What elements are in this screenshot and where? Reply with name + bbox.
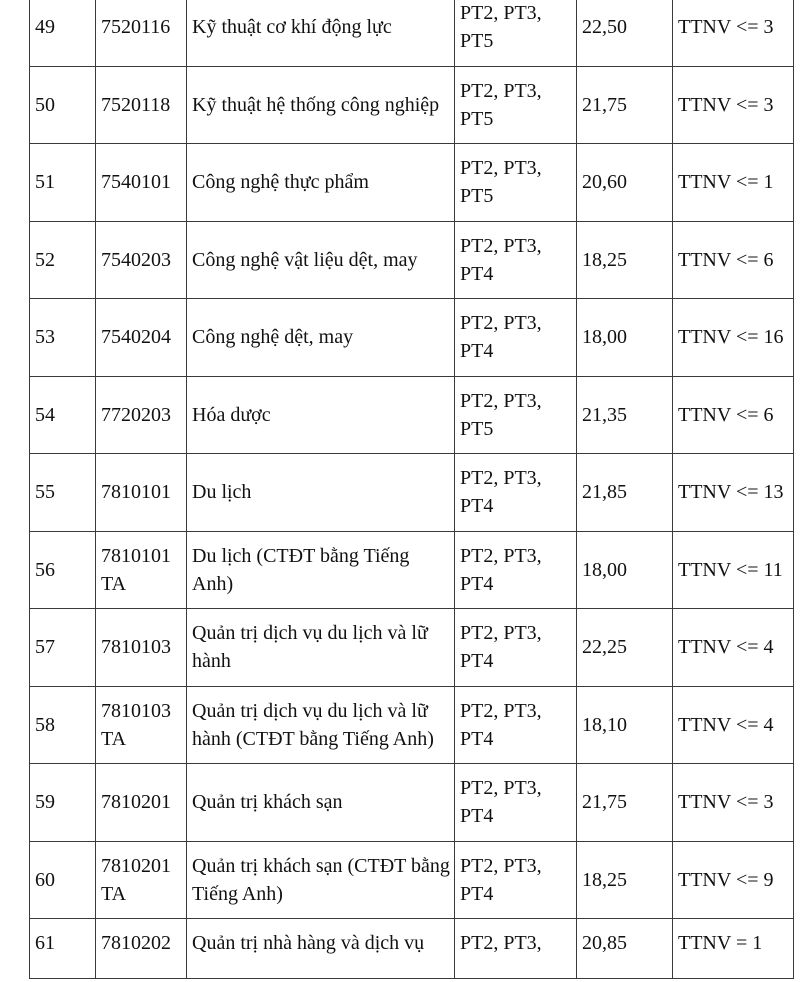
row-number: 55: [30, 454, 96, 532]
row-number: 56: [30, 531, 96, 609]
major-code: 7810103 TA: [96, 686, 187, 764]
admission-methods: PT2, PT3, PT5: [455, 0, 577, 66]
priority-condition: TTNV <= 13: [673, 454, 794, 532]
cutoff-score: 22,50: [577, 0, 673, 66]
table-row: [30, 66, 794, 144]
cutoff-score: 18,25: [577, 221, 673, 299]
row-number: 52: [30, 221, 96, 299]
row-number: 51: [30, 144, 96, 222]
row-number: 49: [30, 0, 96, 66]
cutoff-score: 21,75: [577, 66, 673, 144]
row-number: 53: [30, 299, 96, 377]
major-code: 7520116: [96, 0, 187, 66]
table-row: [30, 531, 794, 609]
cutoff-score: 21,75: [577, 764, 673, 842]
table-row: [30, 0, 794, 66]
major-name: Hóa dược: [187, 376, 455, 454]
table-row: [30, 686, 794, 764]
priority-condition: TTNV <= 3: [673, 66, 794, 144]
admission-methods: PT2, PT3, PT4: [455, 841, 577, 919]
table-row: [30, 144, 794, 222]
priority-condition: TTNV <= 11: [673, 531, 794, 609]
admission-methods: PT2, PT3, PT4: [455, 609, 577, 687]
table-row: [30, 841, 794, 919]
major-name: Quản trị dịch vụ du lịch và lữ hành (CTĐT bằng Tiếng Anh): [187, 686, 455, 764]
row-number: 59: [30, 764, 96, 842]
admission-methods: PT2, PT3, PT5: [455, 376, 577, 454]
cutoff-score: 18,10: [577, 686, 673, 764]
admission-methods: PT2, PT3, PT4: [455, 221, 577, 299]
admission-methods: PT2, PT3, PT5: [455, 66, 577, 144]
table-row: [30, 299, 794, 377]
major-name: Công nghệ vật liệu dệt, may: [187, 221, 455, 299]
row-number: 60: [30, 841, 96, 919]
table-row: [30, 609, 794, 687]
priority-condition: TTNV <= 4: [673, 609, 794, 687]
table-row: [30, 454, 794, 532]
major-name: Công nghệ dệt, may: [187, 299, 455, 377]
admission-methods: PT2, PT3, PT4: [455, 299, 577, 377]
admissions-table: [29, 0, 794, 979]
cutoff-score: 20,85: [577, 919, 673, 979]
major-code: 7810202: [96, 919, 187, 979]
admissions-table-body: [30, 0, 794, 979]
row-number: 61: [30, 919, 96, 979]
priority-condition: TTNV <= 3: [673, 0, 794, 66]
major-name: Quản trị khách sạn (CTĐT bằng Tiếng Anh): [187, 841, 455, 919]
major-name: Công nghệ thực phẩm: [187, 144, 455, 222]
priority-condition: TTNV <= 1: [673, 144, 794, 222]
row-number: 54: [30, 376, 96, 454]
priority-condition: TTNV = 1: [673, 919, 794, 979]
major-code: 7810101 TA: [96, 531, 187, 609]
major-code: 7810201: [96, 764, 187, 842]
major-code: 7540101: [96, 144, 187, 222]
table-row: [30, 376, 794, 454]
major-name: Kỹ thuật cơ khí động lực: [187, 0, 455, 66]
major-code: 7810201 TA: [96, 841, 187, 919]
cutoff-score: 18,25: [577, 841, 673, 919]
admission-methods: PT2, PT3, PT4: [455, 454, 577, 532]
major-name: Quản trị khách sạn: [187, 764, 455, 842]
table-row: [30, 919, 794, 979]
major-code: 7520118: [96, 66, 187, 144]
major-code: 7540203: [96, 221, 187, 299]
cutoff-score: 21,85: [577, 454, 673, 532]
cutoff-score: 21,35: [577, 376, 673, 454]
admission-methods: PT2, PT3, PT5: [455, 144, 577, 222]
major-name: Du lịch: [187, 454, 455, 532]
row-number: 50: [30, 66, 96, 144]
major-name: Kỹ thuật hệ thống công nghiệp: [187, 66, 455, 144]
priority-condition: TTNV <= 4: [673, 686, 794, 764]
major-name: Du lịch (CTĐT bằng Tiếng Anh): [187, 531, 455, 609]
major-name: Quản trị dịch vụ du lịch và lữ hành: [187, 609, 455, 687]
major-code: 7540204: [96, 299, 187, 377]
priority-condition: TTNV <= 6: [673, 221, 794, 299]
cutoff-score: 18,00: [577, 531, 673, 609]
cutoff-score: 20,60: [577, 144, 673, 222]
cutoff-score: 18,00: [577, 299, 673, 377]
cutoff-score: 22,25: [577, 609, 673, 687]
priority-condition: TTNV <= 3: [673, 764, 794, 842]
table-row: [30, 764, 794, 842]
priority-condition: TTNV <= 6: [673, 376, 794, 454]
major-name: Quản trị nhà hàng và dịch vụ: [187, 919, 455, 979]
priority-condition: TTNV <= 9: [673, 841, 794, 919]
priority-condition: TTNV <= 16: [673, 299, 794, 377]
major-code: 7810103: [96, 609, 187, 687]
major-code: 7720203: [96, 376, 187, 454]
row-number: 58: [30, 686, 96, 764]
admission-methods: PT2, PT3, PT4: [455, 531, 577, 609]
admission-methods: PT2, PT3, PT4: [455, 764, 577, 842]
admission-methods: PT2, PT3,: [455, 919, 577, 979]
row-number: 57: [30, 609, 96, 687]
admission-methods: PT2, PT3, PT4: [455, 686, 577, 764]
major-code: 7810101: [96, 454, 187, 532]
table-row: [30, 221, 794, 299]
